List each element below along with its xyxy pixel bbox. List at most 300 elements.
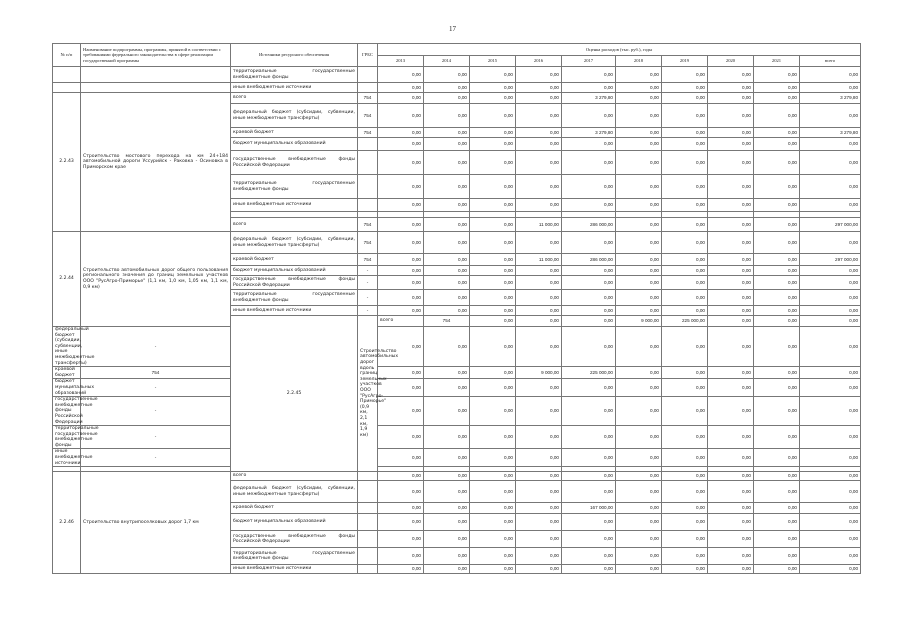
value-cell: 0,00 — [662, 232, 708, 254]
value-cell: 0,00 — [378, 151, 424, 175]
value-cell: 0,00 — [754, 481, 800, 503]
value-cell: 0,00 — [470, 548, 516, 565]
value-cell: 0,00 — [800, 367, 861, 379]
grbs-cell: 754 — [358, 232, 378, 254]
value-cell: 0,00 — [470, 199, 516, 212]
value-cell: 0,00 — [470, 266, 516, 276]
value-cell: 0,00 — [754, 266, 800, 276]
value-cell: 0,00 — [708, 548, 754, 565]
value-cell: 0,00 — [516, 199, 562, 212]
value-cell: 0,00 — [424, 367, 470, 379]
grbs-cell: - — [358, 306, 378, 316]
value-cell: 0,00 — [516, 379, 562, 397]
source-cell: всего — [378, 316, 424, 327]
source-cell: краевой бюджет — [231, 503, 358, 514]
grbs-cell: - — [358, 276, 378, 290]
value-cell: 286 000,00 — [562, 218, 616, 232]
value-cell: 0,00 — [562, 514, 616, 531]
value-cell: 0,00 — [708, 199, 754, 212]
value-cell: 0,00 — [562, 67, 616, 83]
value-cell: 0,00 — [754, 426, 800, 449]
value-cell: 0,00 — [470, 290, 516, 306]
value-cell: 0,00 — [562, 426, 616, 449]
value-cell: 0,00 — [708, 514, 754, 531]
value-cell: 0,00 — [754, 514, 800, 531]
value-cell: 0,00 — [470, 138, 516, 151]
value-cell: 0,00 — [424, 290, 470, 306]
source-cell: бюджет муниципальных образований — [231, 138, 358, 151]
value-cell: 0,00 — [516, 175, 562, 199]
value-cell: 0,00 — [378, 266, 424, 276]
value-cell: 0,00 — [516, 232, 562, 254]
grbs-cell — [358, 199, 378, 212]
value-cell: 0,00 — [754, 199, 800, 212]
value-cell: 0,00 — [516, 67, 562, 83]
source-cell: государственные внебюджетные фонды Российской Федерации — [231, 531, 358, 548]
value-cell: 0,00 — [516, 449, 562, 467]
value-cell: 0,00 — [516, 276, 562, 290]
value-cell: 0,00 — [424, 449, 470, 467]
value-cell: 0,00 — [378, 104, 424, 128]
value-cell: 0,00 — [800, 199, 861, 212]
value-cell: 0,00 — [708, 306, 754, 316]
value-cell: 0,00 — [470, 327, 516, 367]
grbs-cell: 754 — [358, 128, 378, 138]
source-cell: государственные внебюджетные фонды Российской Федерации — [53, 397, 81, 426]
value-cell: 0,00 — [754, 232, 800, 254]
value-cell: 0,00 — [616, 514, 662, 531]
source-cell: бюджет муниципальных образований — [231, 266, 358, 276]
value-cell: 0,00 — [616, 104, 662, 128]
value-cell: 0,00 — [708, 138, 754, 151]
value-cell: 0,00 — [662, 531, 708, 548]
value-cell: 0,00 — [378, 276, 424, 290]
value-cell: 0,00 — [616, 565, 662, 574]
value-cell: 0,00 — [424, 503, 470, 514]
value-cell: 0,00 — [424, 514, 470, 531]
row-name: Строительство автомобильных дорог вдоль границ земельных участков ООО "РусАгро-Приморье" (0,9 км, 2,1 км, 1,9 км) — [358, 316, 378, 472]
value-cell: 0,00 — [662, 367, 708, 379]
value-cell: 0,00 — [378, 138, 424, 151]
header-year: 2019 — [662, 56, 708, 67]
table-row — [53, 449, 861, 467]
value-cell: 0,00 — [662, 290, 708, 306]
value-cell: 0,00 — [708, 266, 754, 276]
value-cell: 0,00 — [616, 290, 662, 306]
row-number — [53, 83, 81, 93]
value-cell: 0,00 — [424, 138, 470, 151]
source-cell: федеральный бюджет (субсидии, субвенции, иные межбюджетные трансферты) — [53, 327, 81, 367]
value-cell: 0,00 — [378, 397, 424, 426]
value-cell: 0,00 — [662, 548, 708, 565]
value-cell: 0,00 — [616, 266, 662, 276]
header-col-num: № п/п — [53, 44, 81, 67]
grbs-cell: - — [358, 266, 378, 276]
grbs-cell: - — [81, 449, 231, 467]
value-cell: 0,00 — [800, 548, 861, 565]
value-cell: 0,00 — [424, 128, 470, 138]
source-cell: краевой бюджет — [231, 254, 358, 266]
value-cell: 0,00 — [616, 67, 662, 83]
value-cell: 0,00 — [708, 151, 754, 175]
source-cell: федеральный бюджет (субсидии, субвенции, иные межбюджетные трансферты) — [231, 481, 358, 503]
value-cell: 0,00 — [800, 175, 861, 199]
value-cell: 0,00 — [708, 218, 754, 232]
value-cell: 0,00 — [616, 481, 662, 503]
source-cell: всего — [231, 93, 358, 104]
grbs-cell: 754 — [358, 93, 378, 104]
value-cell: 0,00 — [378, 128, 424, 138]
budget-table — [52, 43, 861, 574]
value-cell: 0,00 — [754, 138, 800, 151]
value-cell: 0,00 — [708, 565, 754, 574]
value-cell: 0,00 — [708, 83, 754, 93]
grbs-cell: - — [81, 379, 231, 397]
value-cell: 0,00 — [516, 83, 562, 93]
value-cell: 0,00 — [800, 397, 861, 426]
grbs-cell: 754 — [358, 254, 378, 266]
source-cell: всего — [231, 218, 358, 232]
value-cell: 0,00 — [708, 327, 754, 367]
value-cell: 0,00 — [470, 316, 516, 327]
header-year: 2018 — [616, 56, 662, 67]
value-cell: 0,00 — [470, 93, 516, 104]
value-cell: 0,00 — [516, 514, 562, 531]
source-cell: территориальные государственные внебюджетные фонды — [231, 67, 358, 83]
value-cell: 0,00 — [616, 175, 662, 199]
value-cell: 0,00 — [470, 481, 516, 503]
value-cell: 0,00 — [424, 266, 470, 276]
value-cell: 0,00 — [754, 503, 800, 514]
value-cell: 0,00 — [662, 397, 708, 426]
value-cell: 0,00 — [378, 503, 424, 514]
value-cell: 0,00 — [616, 503, 662, 514]
value-cell: 0,00 — [754, 316, 800, 327]
value-cell: 0,00 — [754, 83, 800, 93]
value-cell: 0,00 — [424, 199, 470, 212]
value-cell: 0,00 — [662, 449, 708, 467]
value-cell: 0,00 — [562, 565, 616, 574]
value-cell: 0,00 — [616, 151, 662, 175]
header-col-name: Наименование подпрограммы, программы, принятой в соответствии с требованиями федерального законодательства в сфере реализации государственной программы — [81, 44, 231, 67]
value-cell: 0,00 — [470, 449, 516, 467]
value-cell: 0,00 — [800, 83, 861, 93]
source-cell: иные внебюджетные источники — [231, 83, 358, 93]
value-cell: 0,00 — [424, 426, 470, 449]
value-cell: 0,00 — [616, 93, 662, 104]
value-cell: 0,00 — [424, 548, 470, 565]
value-cell: 0,00 — [424, 67, 470, 83]
value-cell: 0,00 — [378, 199, 424, 212]
header-year: 2017 — [562, 56, 616, 67]
row-name: Строительство мостового перехода на км 24+184 автомобильной дороги Уссурийск - Раковка - Осиновка в Приморском крае — [81, 93, 231, 232]
value-cell: 0,00 — [378, 254, 424, 266]
value-cell: 0,00 — [424, 151, 470, 175]
value-cell: 0,00 — [616, 426, 662, 449]
value-cell: 0,00 — [562, 104, 616, 128]
grbs-cell — [358, 175, 378, 199]
value-cell: 0,00 — [616, 138, 662, 151]
value-cell: 0,00 — [562, 151, 616, 175]
table-row — [53, 379, 861, 397]
value-cell: 0,00 — [800, 306, 861, 316]
value-cell: 0,00 — [424, 254, 470, 266]
value-cell: 0,00 — [708, 379, 754, 397]
value-cell: 0,00 — [516, 481, 562, 503]
value-cell: 0,00 — [516, 138, 562, 151]
table-row — [53, 93, 861, 104]
value-cell: 0,00 — [470, 67, 516, 83]
value-cell: 3 279,80 — [562, 93, 616, 104]
value-cell: 0,00 — [800, 316, 861, 327]
header-col-source: Источники ресурсного обеспечения — [231, 44, 358, 67]
value-cell: 0,00 — [516, 306, 562, 316]
value-cell: 286 000,00 — [562, 254, 616, 266]
value-cell: 3 279,80 — [562, 128, 616, 138]
header-col-grbs: ГРБС — [358, 44, 378, 67]
value-cell: 0,00 — [424, 93, 470, 104]
value-cell: 0,00 — [708, 397, 754, 426]
value-cell: 11 000,00 — [516, 218, 562, 232]
value-cell: 0,00 — [662, 266, 708, 276]
value-cell: 0,00 — [516, 503, 562, 514]
value-cell: 0,00 — [424, 276, 470, 290]
value-cell: 0,00 — [562, 449, 616, 467]
row-number: 2.2.46 — [53, 472, 81, 574]
value-cell: 0,00 — [616, 379, 662, 397]
value-cell: 0,00 — [470, 151, 516, 175]
value-cell: 0,00 — [470, 472, 516, 481]
value-cell: 0,00 — [800, 232, 861, 254]
value-cell: 0,00 — [662, 514, 708, 531]
value-cell: 0,00 — [378, 367, 424, 379]
value-cell: 0,00 — [616, 276, 662, 290]
value-cell: 0,00 — [378, 472, 424, 481]
value-cell: 0,00 — [378, 83, 424, 93]
value-cell: 0,00 — [662, 218, 708, 232]
value-cell: 0,00 — [378, 327, 424, 367]
value-cell: 0,00 — [562, 266, 616, 276]
row-number: 2.2.44 — [53, 232, 81, 327]
value-cell: 0,00 — [424, 379, 470, 397]
value-cell: 0,00 — [378, 306, 424, 316]
value-cell: 0,00 — [754, 93, 800, 104]
value-cell: 0,00 — [562, 548, 616, 565]
value-cell: 0,00 — [708, 426, 754, 449]
value-cell: 0,00 — [800, 503, 861, 514]
source-cell: краевой бюджет — [231, 128, 358, 138]
value-cell: 0,00 — [562, 138, 616, 151]
value-cell: 0,00 — [754, 151, 800, 175]
value-cell: 0,00 — [562, 327, 616, 367]
value-cell: 0,00 — [754, 397, 800, 426]
value-cell: 0,00 — [424, 306, 470, 316]
value-cell: 0,00 — [800, 266, 861, 276]
value-cell: 0,00 — [800, 481, 861, 503]
value-cell: 0,00 — [424, 175, 470, 199]
value-cell: 0,00 — [662, 426, 708, 449]
value-cell: 0,00 — [470, 306, 516, 316]
value-cell: 0,00 — [424, 472, 470, 481]
source-cell: государственные внебюджетные фонды Российской Федерации — [231, 151, 358, 175]
value-cell: 0,00 — [800, 449, 861, 467]
table-body — [53, 67, 861, 574]
value-cell: 0,00 — [470, 531, 516, 548]
value-cell: 0,00 — [754, 67, 800, 83]
value-cell: 0,00 — [516, 397, 562, 426]
value-cell: 0,00 — [616, 367, 662, 379]
source-cell: территориальные государственные внебюджетные фонды — [53, 426, 81, 449]
value-cell: 0,00 — [800, 327, 861, 367]
value-cell: 0,00 — [800, 531, 861, 548]
value-cell: 0,00 — [424, 232, 470, 254]
value-cell: 0,00 — [516, 266, 562, 276]
grbs-cell: - — [81, 327, 231, 367]
table-row — [53, 232, 861, 254]
source-cell: иные внебюджетные источники — [231, 565, 358, 574]
value-cell: 0,00 — [754, 327, 800, 367]
value-cell: 0,00 — [754, 218, 800, 232]
header-year: 2016 — [516, 56, 562, 67]
row-number: 2.2.45 — [231, 316, 358, 472]
value-cell: 0,00 — [708, 316, 754, 327]
table-row — [53, 367, 861, 379]
value-cell: 0,00 — [562, 306, 616, 316]
value-cell: 0,00 — [378, 290, 424, 306]
header-year: 2015 — [470, 56, 516, 67]
value-cell: 0,00 — [470, 254, 516, 266]
value-cell: 0,00 — [562, 481, 616, 503]
value-cell: 0,00 — [616, 327, 662, 367]
value-cell: 0,00 — [616, 548, 662, 565]
value-cell: 0,00 — [800, 151, 861, 175]
value-cell: 0,00 — [424, 218, 470, 232]
value-cell: 0,00 — [470, 426, 516, 449]
value-cell: 0,00 — [662, 327, 708, 367]
grbs-cell — [358, 514, 378, 531]
value-cell: 0,00 — [616, 232, 662, 254]
value-cell: 0,00 — [662, 128, 708, 138]
value-cell: 0,00 — [424, 531, 470, 548]
value-cell: 0,00 — [708, 481, 754, 503]
value-cell: 0,00 — [754, 367, 800, 379]
value-cell: 0,00 — [708, 367, 754, 379]
value-cell: 167 000,00 — [562, 503, 616, 514]
value-cell: 0,00 — [562, 175, 616, 199]
value-cell: 0,00 — [662, 472, 708, 481]
value-cell: 0,00 — [562, 472, 616, 481]
value-cell: 0,00 — [470, 565, 516, 574]
value-cell: 0,00 — [516, 472, 562, 481]
value-cell: 0,00 — [708, 531, 754, 548]
value-cell: 0,00 — [708, 128, 754, 138]
value-cell: 9 000,00 — [516, 367, 562, 379]
grbs-cell — [358, 548, 378, 565]
value-cell: 0,00 — [616, 531, 662, 548]
value-cell: 0,00 — [516, 426, 562, 449]
value-cell: 0,00 — [516, 128, 562, 138]
source-cell: краевой бюджет — [53, 367, 81, 379]
value-cell: 3 279,80 — [800, 128, 861, 138]
value-cell: 0,00 — [800, 290, 861, 306]
value-cell: 225 000,00 — [662, 316, 708, 327]
value-cell: 0,00 — [562, 397, 616, 426]
value-cell: 0,00 — [754, 128, 800, 138]
value-cell: 0,00 — [378, 379, 424, 397]
value-cell: 0,00 — [516, 151, 562, 175]
value-cell: 0,00 — [378, 565, 424, 574]
value-cell: 297 000,00 — [800, 254, 861, 266]
value-cell: 0,00 — [754, 290, 800, 306]
grbs-cell: 754 — [424, 316, 470, 327]
value-cell: 0,00 — [616, 83, 662, 93]
value-cell: 0,00 — [662, 138, 708, 151]
value-cell: 0,00 — [562, 290, 616, 306]
header-year: 2020 — [708, 56, 754, 67]
table-row — [53, 472, 861, 481]
value-cell: 0,00 — [662, 175, 708, 199]
source-cell: государственные внебюджетные фонды Российской Федерации — [231, 276, 358, 290]
value-cell: 0,00 — [616, 218, 662, 232]
value-cell: 0,00 — [708, 290, 754, 306]
value-cell: 11 000,00 — [516, 254, 562, 266]
value-cell: 0,00 — [470, 128, 516, 138]
grbs-cell — [358, 67, 378, 83]
value-cell: 0,00 — [662, 306, 708, 316]
value-cell: 0,00 — [562, 276, 616, 290]
value-cell: 0,00 — [708, 276, 754, 290]
source-cell: территориальные государственные внебюджетные фонды — [231, 290, 358, 306]
value-cell: 0,00 — [470, 104, 516, 128]
value-cell: 0,00 — [470, 276, 516, 290]
value-cell: 3 279,80 — [800, 93, 861, 104]
value-cell: 0,00 — [562, 531, 616, 548]
value-cell: 0,00 — [708, 472, 754, 481]
source-cell: бюджет муниципальных образований — [53, 379, 81, 397]
value-cell: 0,00 — [378, 514, 424, 531]
value-cell: 0,00 — [424, 104, 470, 128]
value-cell: 0,00 — [754, 175, 800, 199]
value-cell: 0,00 — [754, 276, 800, 290]
value-cell: 0,00 — [516, 316, 562, 327]
value-cell: 0,00 — [424, 83, 470, 93]
value-cell: 0,00 — [800, 276, 861, 290]
value-cell: 0,00 — [424, 397, 470, 426]
source-cell: иные внебюджетные источники — [53, 449, 81, 467]
value-cell: 0,00 — [662, 104, 708, 128]
row-name: Строительство внутрипоселковых дорог 1,7 км — [81, 472, 231, 574]
row-number: 2.2.43 — [53, 93, 81, 232]
table-row — [53, 327, 861, 367]
page-number: 17 — [449, 25, 456, 33]
value-cell: 0,00 — [662, 67, 708, 83]
value-cell: 0,00 — [800, 426, 861, 449]
source-cell: всего — [231, 472, 358, 481]
value-cell: 0,00 — [662, 481, 708, 503]
header-col-estimate: Оценка расходов (тыс. руб.), годы — [378, 44, 861, 56]
grbs-cell — [358, 503, 378, 514]
value-cell: 0,00 — [562, 232, 616, 254]
header-year: 2021 — [754, 56, 800, 67]
value-cell: 0,00 — [754, 565, 800, 574]
value-cell: 0,00 — [562, 199, 616, 212]
value-cell: 0,00 — [708, 503, 754, 514]
value-cell: 0,00 — [754, 548, 800, 565]
value-cell: 0,00 — [662, 276, 708, 290]
value-cell: 0,00 — [708, 67, 754, 83]
value-cell: 0,00 — [754, 472, 800, 481]
value-cell: 0,00 — [378, 93, 424, 104]
